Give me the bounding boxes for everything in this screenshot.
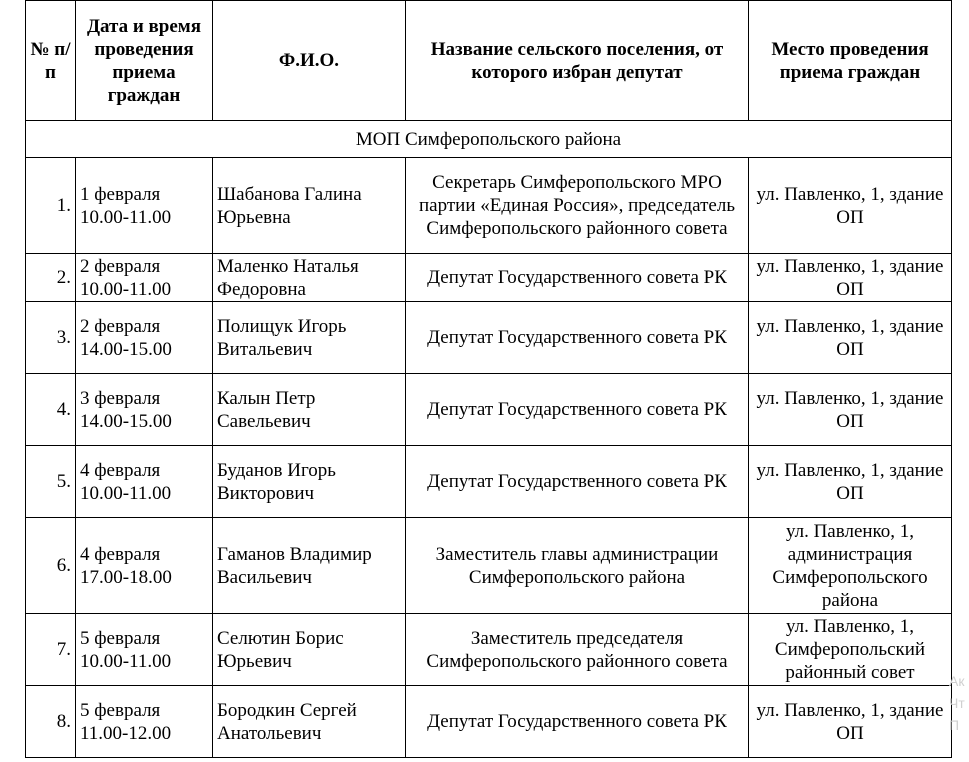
row-name: Полищук Игорь Витальевич: [213, 302, 406, 374]
row-settlement: Депутат Государственного совета РК: [406, 446, 749, 518]
row-num: 1.: [26, 158, 76, 254]
watermark-fragment: Ак Чт П: [949, 673, 965, 733]
header-datetime: Дата и время проведения приема граждан: [76, 1, 213, 121]
row-name: Маленко Наталья Федоровна: [213, 254, 406, 302]
row-datetime: [76, 614, 213, 686]
table-row: [26, 374, 952, 446]
row-time: 10.00-11.00: [80, 278, 172, 300]
row-place: ул. Павленко, 1, здание ОП: [749, 302, 952, 374]
row-time: 10.00-11.00: [80, 482, 172, 504]
row-settlement: Секретарь Симферопольского МРО партии «Единая Россия», председатель Симферопольского районного совета: [406, 158, 749, 254]
header-row: [26, 1, 952, 121]
table-row: [26, 302, 952, 374]
row-name: Калын Петр Савельевич: [213, 374, 406, 446]
row-place: ул. Павленко, 1, здание ОП: [749, 446, 952, 518]
row-time: 14.00-15.00: [80, 410, 172, 432]
row-date: 2 февраля: [80, 255, 161, 277]
row-time: 17.00-18.00: [80, 566, 172, 588]
row-num: 8.: [26, 686, 76, 758]
row-name: Шабанова Галина Юрьевна: [213, 158, 406, 254]
row-time: 11.00-12.00: [80, 722, 172, 744]
row-time: 10.00-11.00: [80, 206, 172, 228]
row-datetime: [76, 158, 213, 254]
section-title: МОП Симферопольского района: [26, 121, 952, 158]
row-settlement: Депутат Государственного совета РК: [406, 254, 749, 302]
row-place: ул. Павленко, 1, Симферопольский районный совет: [749, 614, 952, 686]
row-name: Гаманов Владимир Васильевич: [213, 518, 406, 614]
table-row: [26, 614, 952, 686]
row-settlement: Заместитель главы администрации Симферопольского района: [406, 518, 749, 614]
row-datetime: [76, 374, 213, 446]
row-date: 5 февраля: [80, 627, 161, 649]
row-time: 14.00-15.00: [80, 338, 172, 360]
row-date: 4 февраля: [80, 543, 161, 565]
row-settlement: Депутат Государственного совета РК: [406, 302, 749, 374]
row-datetime: [76, 518, 213, 614]
header-settlement: Название сельского поселения, от которого избран депутат: [406, 1, 749, 121]
row-name: Бородкин Сергей Анатольевич: [213, 686, 406, 758]
table-row: [26, 518, 952, 614]
row-num: 4.: [26, 374, 76, 446]
header-place: Место проведения приема граждан: [749, 1, 952, 121]
row-place: ул. Павленко, 1, здание ОП: [749, 158, 952, 254]
row-time: 10.00-11.00: [80, 650, 172, 672]
row-name: Селютин Борис Юрьевич: [213, 614, 406, 686]
row-datetime: [76, 302, 213, 374]
row-settlement: Заместитель председателя Симферопольского районного совета: [406, 614, 749, 686]
row-date: 4 февраля: [80, 459, 161, 481]
row-place: ул. Павленко, 1, администрация Симферопольского района: [749, 518, 952, 614]
row-num: 2.: [26, 254, 76, 302]
row-date: 5 февраля: [80, 699, 161, 721]
table-row: [26, 446, 952, 518]
header-num: № п/п: [26, 1, 76, 121]
row-datetime: [76, 686, 213, 758]
reception-schedule-table: [25, 0, 952, 758]
table-row: [26, 686, 952, 758]
row-settlement: Депутат Государственного совета РК: [406, 686, 749, 758]
row-datetime: [76, 254, 213, 302]
row-date: 2 февраля: [80, 315, 161, 337]
row-num: 6.: [26, 518, 76, 614]
table-row: [26, 158, 952, 254]
section-row: [26, 121, 952, 158]
row-date: 1 февраля: [80, 183, 161, 205]
row-place: ул. Павленко, 1, здание ОП: [749, 686, 952, 758]
row-num: 5.: [26, 446, 76, 518]
table-row: [26, 254, 952, 302]
row-datetime: [76, 446, 213, 518]
row-date: 3 февраля: [80, 387, 161, 409]
header-name: Ф.И.О.: [213, 1, 406, 121]
row-settlement: Депутат Государственного совета РК: [406, 374, 749, 446]
row-place: ул. Павленко, 1, здание ОП: [749, 254, 952, 302]
row-place: ул. Павленко, 1, здание ОП: [749, 374, 952, 446]
row-num: 3.: [26, 302, 76, 374]
row-name: Буданов Игорь Викторович: [213, 446, 406, 518]
row-num: 7.: [26, 614, 76, 686]
